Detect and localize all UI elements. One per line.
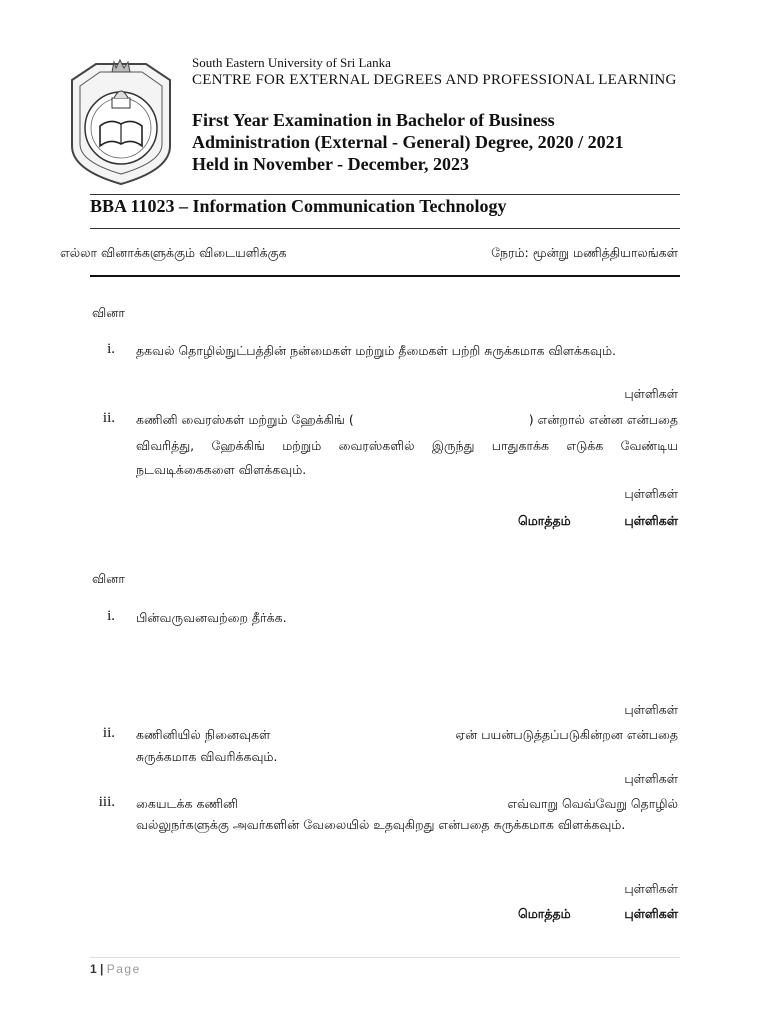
section-2-heading: வினா (92, 571, 125, 586)
section-1-q1-text: தகவல் தொழில்நுட்பத்தின் நன்மைகள் மற்றும் தீமைகள் பற்றி சுருக்கமாக விளக்கவும். (136, 343, 616, 358)
exam-title-line-1: First Year Examination in Bachelor of Business (192, 110, 555, 130)
section-2-q3-number: iii. (98, 794, 115, 810)
course-title: BBA 11023 – Information Communication Technology (90, 196, 507, 216)
page-separator: | (100, 962, 104, 976)
university-crest-icon (66, 58, 176, 188)
exam-title (192, 109, 624, 175)
section-1-q2-text-a: கணினி வைரஸ்கள் மற்றும் ஹேக்கிங் ( (136, 412, 354, 427)
centre-name: CENTRE FOR EXTERNAL DEGREES AND PROFESSIONAL LEARNING (192, 72, 677, 88)
section-1-q1-marks: புள்ளிகள் (624, 386, 678, 401)
instruction-answer-all: எல்லா வினாக்களுக்கும் விடையளிக்குக (60, 245, 287, 260)
section-2-q2-number: ii. (102, 725, 115, 741)
footer-divider (90, 957, 680, 958)
section-2-q3-text-c: வல்லுநர்களுக்கு அவர்களின் வேலையில் உதவுகிறது என்பதை சுருக்கமாக விளக்கவும். (136, 817, 626, 832)
instruction-time: நேரம்: மூன்று மணித்தியாலங்கள் (491, 245, 678, 260)
section-2-q3-marks: புள்ளிகள் (624, 881, 678, 896)
section-2-q1-marks: புள்ளிகள் (624, 702, 678, 717)
section-2-q3-text-a: கையடக்க கணினி (136, 796, 238, 811)
section-2-q3-text-b: எவ்வாறு வெவ்வேறு தொழில் (507, 796, 678, 811)
section-1-total-label: மொத்தம் (518, 513, 571, 528)
section-1-q2-number: ii. (102, 410, 115, 426)
section-2-q1-text: பின்வருவனவற்றை தீர்க்க. (136, 610, 287, 625)
page-number: 1 (90, 962, 97, 976)
section-2-q2-text-c: சுருக்கமாக விவரிக்கவும். (136, 749, 278, 764)
section-1-total-marks: புள்ளிகள் (624, 513, 678, 528)
section-2-total-label: மொத்தம் (518, 906, 571, 921)
divider-top (90, 194, 680, 195)
section-1-heading: வினா (92, 305, 125, 320)
section-1-q2-text-c: விவரித்து, ஹேக்கிங் மற்றும் வைரஸ்களில் இருந்து பாதுகாக்க எடுக்க வேண்டிய நடவடிக்கைகளை விளக்கவும். (136, 438, 678, 477)
section-2-q2-text-a: கணினியில் நினைவுகள் (136, 727, 271, 742)
section-2-q1-number: i. (107, 608, 115, 624)
divider-instructions (90, 275, 680, 277)
page-footer (90, 962, 141, 976)
exam-title-line-2: Administration (External - General) Degree, 2020 / 2021 (192, 132, 624, 152)
divider-course (90, 228, 680, 229)
section-1-q2-marks: புள்ளிகள் (624, 486, 678, 501)
section-2-q2-marks: புள்ளிகள் (624, 771, 678, 786)
exam-title-line-3: Held in November - December, 2023 (192, 154, 469, 174)
section-2-q2-text-b: ஏன் பயன்படுத்தப்படுகின்றன என்பதை (455, 727, 678, 742)
university-name: South Eastern University of Sri Lanka (192, 55, 391, 70)
page-label: Page (106, 962, 141, 976)
section-1-q2-text-b: ) என்றால் என்ன என்பதை (528, 412, 678, 427)
section-2-total-marks: புள்ளிகள் (624, 906, 678, 921)
section-1-q1-number: i. (107, 341, 115, 357)
